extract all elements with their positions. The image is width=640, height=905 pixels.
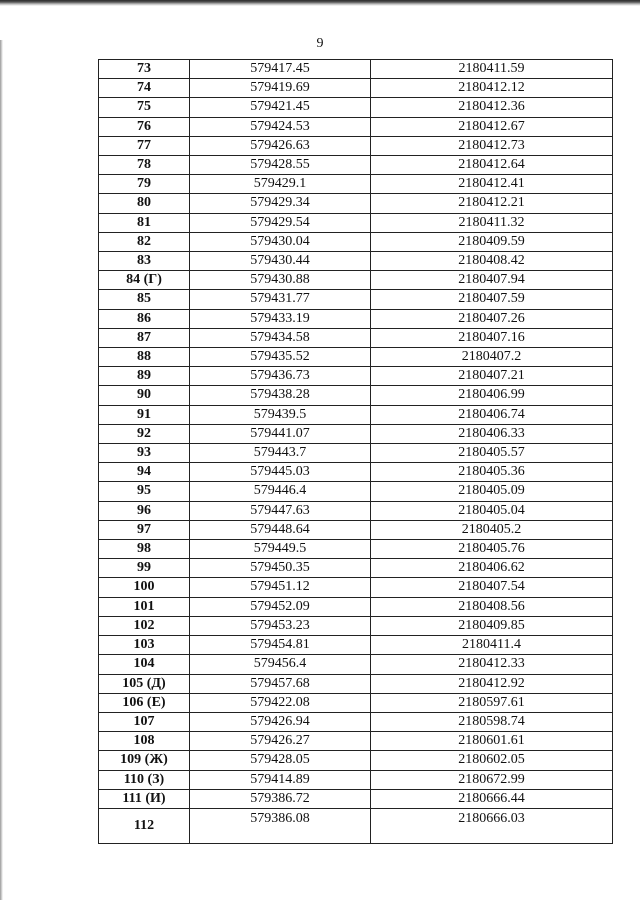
y-coordinate-cell: 2180406.99: [371, 386, 613, 405]
table-row: [99, 712, 613, 731]
table-row: [99, 232, 613, 251]
x-coordinate-cell: 579445.03: [190, 463, 371, 482]
y-coordinate-cell: 2180406.62: [371, 559, 613, 578]
coordinates-table-body: [99, 60, 613, 844]
point-number-cell: 108: [99, 732, 190, 751]
table-row: [99, 290, 613, 309]
x-coordinate-cell: 579453.23: [190, 616, 371, 635]
y-coordinate-cell: 2180666.03: [371, 808, 613, 843]
x-coordinate-cell: 579414.89: [190, 770, 371, 789]
table-row: [99, 540, 613, 559]
x-coordinate-cell: 579426.63: [190, 136, 371, 155]
y-coordinate-cell: 2180407.54: [371, 578, 613, 597]
point-number-cell: 84 (Г): [99, 271, 190, 290]
point-number-cell: 74: [99, 79, 190, 98]
x-coordinate-cell: 579448.64: [190, 520, 371, 539]
point-number-cell: 102: [99, 616, 190, 635]
x-coordinate-cell: 579429.34: [190, 194, 371, 213]
y-coordinate-cell: 2180405.2: [371, 520, 613, 539]
table-row: [99, 597, 613, 616]
table-row: [99, 98, 613, 117]
point-number-cell: 86: [99, 309, 190, 328]
point-number-cell: 101: [99, 597, 190, 616]
point-number-cell: 100: [99, 578, 190, 597]
y-coordinate-cell: 2180412.33: [371, 655, 613, 674]
y-coordinate-cell: 2180408.42: [371, 252, 613, 271]
point-number-cell: 77: [99, 136, 190, 155]
y-coordinate-cell: 2180597.61: [371, 693, 613, 712]
point-number-cell: 93: [99, 444, 190, 463]
x-coordinate-cell: 579386.08: [190, 808, 371, 843]
y-coordinate-cell: 2180412.67: [371, 117, 613, 136]
point-number-cell: 80: [99, 194, 190, 213]
table-row: [99, 693, 613, 712]
y-coordinate-cell: 2180412.41: [371, 175, 613, 194]
table-row: [99, 463, 613, 482]
table-row: [99, 405, 613, 424]
y-coordinate-cell: 2180411.4: [371, 636, 613, 655]
table-row: [99, 213, 613, 232]
point-number-cell: 89: [99, 367, 190, 386]
scan-top-edge: [0, 0, 640, 6]
table-row: [99, 117, 613, 136]
point-number-cell: 112: [99, 808, 190, 843]
point-number-cell: 87: [99, 328, 190, 347]
table-row: [99, 424, 613, 443]
table-row: [99, 789, 613, 808]
point-number-cell: 95: [99, 482, 190, 501]
table-row: [99, 636, 613, 655]
x-coordinate-cell: 579452.09: [190, 597, 371, 616]
table-row: [99, 559, 613, 578]
y-coordinate-cell: 2180672.99: [371, 770, 613, 789]
y-coordinate-cell: 2180407.59: [371, 290, 613, 309]
y-coordinate-cell: 2180406.33: [371, 424, 613, 443]
x-coordinate-cell: 579419.69: [190, 79, 371, 98]
table-row: [99, 348, 613, 367]
y-coordinate-cell: 2180409.59: [371, 232, 613, 251]
table-row: [99, 616, 613, 635]
x-coordinate-cell: 579457.68: [190, 674, 371, 693]
x-coordinate-cell: 579446.4: [190, 482, 371, 501]
table-row: [99, 367, 613, 386]
table-row: [99, 194, 613, 213]
x-coordinate-cell: 579454.81: [190, 636, 371, 655]
point-number-cell: 82: [99, 232, 190, 251]
point-number-cell: 94: [99, 463, 190, 482]
x-coordinate-cell: 579438.28: [190, 386, 371, 405]
point-number-cell: 99: [99, 559, 190, 578]
point-number-cell: 83: [99, 252, 190, 271]
table-row: [99, 655, 613, 674]
x-coordinate-cell: 579428.55: [190, 156, 371, 175]
coordinates-table: [98, 59, 613, 844]
x-coordinate-cell: 579417.45: [190, 60, 371, 79]
point-number-cell: 90: [99, 386, 190, 405]
y-coordinate-cell: 2180405.76: [371, 540, 613, 559]
y-coordinate-cell: 2180602.05: [371, 751, 613, 770]
table-row: [99, 136, 613, 155]
x-coordinate-cell: 579424.53: [190, 117, 371, 136]
y-coordinate-cell: 2180412.36: [371, 98, 613, 117]
x-coordinate-cell: 579439.5: [190, 405, 371, 424]
table-row: [99, 156, 613, 175]
x-coordinate-cell: 579430.04: [190, 232, 371, 251]
x-coordinate-cell: 579443.7: [190, 444, 371, 463]
x-coordinate-cell: 579450.35: [190, 559, 371, 578]
table-row: [99, 252, 613, 271]
x-coordinate-cell: 579430.88: [190, 271, 371, 290]
y-coordinate-cell: 2180666.44: [371, 789, 613, 808]
y-coordinate-cell: 2180412.21: [371, 194, 613, 213]
point-number-cell: 92: [99, 424, 190, 443]
y-coordinate-cell: 2180406.74: [371, 405, 613, 424]
point-number-cell: 98: [99, 540, 190, 559]
page-number: 9: [316, 36, 324, 51]
table-row: [99, 808, 613, 843]
table-row: [99, 482, 613, 501]
point-number-cell: 104: [99, 655, 190, 674]
point-number-cell: 97: [99, 520, 190, 539]
x-coordinate-cell: 579429.1: [190, 175, 371, 194]
table-row: [99, 770, 613, 789]
x-coordinate-cell: 579386.72: [190, 789, 371, 808]
y-coordinate-cell: 2180405.04: [371, 501, 613, 520]
x-coordinate-cell: 579429.54: [190, 213, 371, 232]
y-coordinate-cell: 2180412.73: [371, 136, 613, 155]
y-coordinate-cell: 2180407.94: [371, 271, 613, 290]
y-coordinate-cell: 2180408.56: [371, 597, 613, 616]
point-number-cell: 106 (Е): [99, 693, 190, 712]
point-number-cell: 88: [99, 348, 190, 367]
point-number-cell: 96: [99, 501, 190, 520]
point-number-cell: 85: [99, 290, 190, 309]
x-coordinate-cell: 579434.58: [190, 328, 371, 347]
x-coordinate-cell: 579449.5: [190, 540, 371, 559]
x-coordinate-cell: 579436.73: [190, 367, 371, 386]
x-coordinate-cell: 579431.77: [190, 290, 371, 309]
table-row: [99, 732, 613, 751]
x-coordinate-cell: 579426.94: [190, 712, 371, 731]
x-coordinate-cell: 579421.45: [190, 98, 371, 117]
point-number-cell: 110 (З): [99, 770, 190, 789]
point-number-cell: 73: [99, 60, 190, 79]
point-number-cell: 81: [99, 213, 190, 232]
y-coordinate-cell: 2180407.2: [371, 348, 613, 367]
table-row: [99, 60, 613, 79]
x-coordinate-cell: 579456.4: [190, 655, 371, 674]
y-coordinate-cell: 2180411.59: [371, 60, 613, 79]
y-coordinate-cell: 2180405.09: [371, 482, 613, 501]
point-number-cell: 78: [99, 156, 190, 175]
y-coordinate-cell: 2180407.16: [371, 328, 613, 347]
table-row: [99, 79, 613, 98]
point-number-cell: 111 (И): [99, 789, 190, 808]
point-number-cell: 91: [99, 405, 190, 424]
point-number-cell: 107: [99, 712, 190, 731]
table-row: [99, 751, 613, 770]
table-row: [99, 674, 613, 693]
point-number-cell: 105 (Д): [99, 674, 190, 693]
y-coordinate-cell: 2180601.61: [371, 732, 613, 751]
x-coordinate-cell: 579451.12: [190, 578, 371, 597]
table-row: [99, 578, 613, 597]
x-coordinate-cell: 579441.07: [190, 424, 371, 443]
y-coordinate-cell: 2180598.74: [371, 712, 613, 731]
table-row: [99, 520, 613, 539]
y-coordinate-cell: 2180405.36: [371, 463, 613, 482]
x-coordinate-cell: 579433.19: [190, 309, 371, 328]
point-number-cell: 109 (Ж): [99, 751, 190, 770]
table-row: [99, 444, 613, 463]
scan-left-edge: [0, 40, 3, 900]
x-coordinate-cell: 579426.27: [190, 732, 371, 751]
point-number-cell: 79: [99, 175, 190, 194]
point-number-cell: 103: [99, 636, 190, 655]
x-coordinate-cell: 579447.63: [190, 501, 371, 520]
table-row: [99, 309, 613, 328]
table-row: [99, 328, 613, 347]
x-coordinate-cell: 579422.08: [190, 693, 371, 712]
y-coordinate-cell: 2180407.26: [371, 309, 613, 328]
table-row: [99, 501, 613, 520]
y-coordinate-cell: 2180407.21: [371, 367, 613, 386]
y-coordinate-cell: 2180412.92: [371, 674, 613, 693]
y-coordinate-cell: 2180409.85: [371, 616, 613, 635]
y-coordinate-cell: 2180405.57: [371, 444, 613, 463]
table-row: [99, 175, 613, 194]
x-coordinate-cell: 579428.05: [190, 751, 371, 770]
x-coordinate-cell: 579435.52: [190, 348, 371, 367]
point-number-cell: 75: [99, 98, 190, 117]
x-coordinate-cell: 579430.44: [190, 252, 371, 271]
table-row: [99, 386, 613, 405]
y-coordinate-cell: 2180412.12: [371, 79, 613, 98]
table-row: [99, 271, 613, 290]
point-number-cell: 76: [99, 117, 190, 136]
y-coordinate-cell: 2180411.32: [371, 213, 613, 232]
y-coordinate-cell: 2180412.64: [371, 156, 613, 175]
